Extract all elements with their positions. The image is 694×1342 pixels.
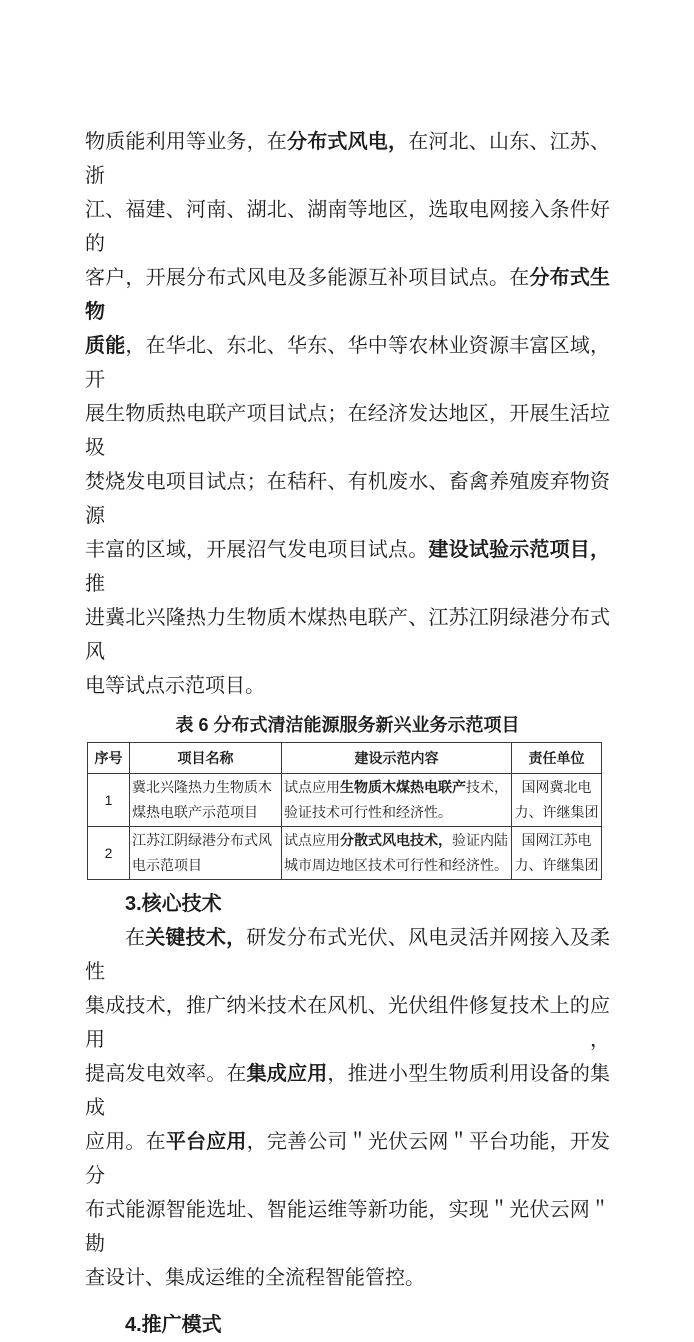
text-run: 查设计、集成运维的全流程智能管控。 bbox=[85, 1267, 425, 1289]
text-run: 推 bbox=[85, 573, 105, 595]
text-run: 客户，开展分布式风电及多能源互补项目试点。在 bbox=[85, 267, 530, 289]
cell-project-name: 江苏江阴绿港分布式风电示范项目 bbox=[130, 827, 282, 880]
text-run: 焚烧发电项目试点；在秸秆、有机废水、畜禽养殖废弃物资源 bbox=[85, 471, 610, 527]
text-run: 应用。在 bbox=[85, 1131, 166, 1153]
text-line bbox=[85, 921, 610, 989]
text-run: ，推进小型生物质利用设备的集成 bbox=[85, 1063, 611, 1119]
bold-text-run: 质能 bbox=[85, 335, 126, 357]
text-run: 研发分布式光伏、风电灵活并网接入及柔性 bbox=[85, 927, 611, 983]
text-line bbox=[85, 397, 610, 465]
text-run: 验证内陆城市周边地区技术可行性和经济性。 bbox=[284, 832, 508, 873]
cell-resp-unit: 国网冀北电力、许继集团 bbox=[512, 774, 602, 827]
text-line bbox=[85, 329, 610, 397]
text-line bbox=[85, 261, 610, 329]
bold-text-run: 平台应用 bbox=[165, 1131, 247, 1153]
table-row bbox=[88, 827, 602, 880]
column-header-unit: 责任单位 bbox=[512, 743, 602, 774]
demo-projects-table bbox=[87, 742, 602, 880]
text-line bbox=[85, 125, 610, 193]
text-line bbox=[85, 1193, 610, 1261]
text-run: 江、福建、河南、湖北、湖南等地区，选取电网接入条件好的 bbox=[85, 199, 610, 255]
text-line bbox=[85, 601, 610, 669]
cell-row-index: 1 bbox=[88, 774, 130, 827]
section-heading-promotion-model: 4.推广模式 bbox=[125, 1314, 222, 1336]
cell-row-index: 2 bbox=[88, 827, 130, 880]
table-header-row bbox=[88, 743, 602, 774]
cell-project-name: 冀北兴隆热力生物质木煤热电联产示范项目 bbox=[130, 774, 282, 827]
text-line bbox=[85, 465, 610, 533]
text-run: 丰富的区域，开展沼气发电项目试点。 bbox=[85, 539, 429, 561]
text-run: 试点应用 bbox=[284, 779, 340, 795]
bold-text-run: 建设试验示范项目， bbox=[428, 539, 611, 561]
text-run: 在河北、山东、江苏、浙 bbox=[85, 131, 611, 187]
column-header-index: 序号 bbox=[88, 743, 130, 774]
text-run: ，完善公司＂光伏云网＂平台功能，开发分 bbox=[85, 1131, 611, 1187]
bold-text-run: 生物质木煤热电联产 bbox=[340, 779, 466, 795]
text-line bbox=[85, 989, 610, 1057]
text-run: 技术，验证技术可行性和经济性。 bbox=[284, 779, 508, 820]
paragraph-core-technology bbox=[85, 921, 610, 1295]
column-header-name: 项目名称 bbox=[130, 743, 282, 774]
text-run: 电等试点示范项目。 bbox=[85, 675, 265, 697]
text-run: 集成技术，推广纳米技术在风机、光伏组件修复技术上的应用， bbox=[85, 995, 610, 1051]
table-row bbox=[88, 774, 602, 827]
bold-text-run: 分布式风电， bbox=[287, 131, 409, 153]
text-line bbox=[85, 669, 610, 703]
cell-demo-content bbox=[282, 774, 512, 827]
cell-demo-content bbox=[282, 827, 512, 880]
column-header-content: 建设示范内容 bbox=[282, 743, 512, 774]
text-line bbox=[85, 1057, 610, 1125]
text-run: 提高发电效率。在 bbox=[85, 1063, 247, 1085]
text-line bbox=[85, 1261, 610, 1295]
section-heading-core-technology: 3.核心技术 bbox=[125, 893, 222, 915]
text-run: 在 bbox=[125, 927, 146, 949]
text-run: 展生物质热电联产项目试点；在经济发达地区，开展生活垃圾 bbox=[85, 403, 610, 459]
table-caption: 表 6 分布式清洁能源服务新兴业务示范项目 bbox=[175, 715, 520, 735]
text-run: 物质能利用等业务，在 bbox=[85, 131, 287, 153]
text-run: 布式能源智能选址、智能运维等新功能，实现＂光伏云网＂勘 bbox=[85, 1199, 610, 1255]
cell-resp-unit: 国网江苏电力、许继集团 bbox=[512, 827, 602, 880]
text-run: 试点应用 bbox=[284, 832, 340, 848]
bold-text-run: 集成应用 bbox=[246, 1063, 328, 1085]
text-run: ，在华北、东北、华东、华中等农林业资源丰富区域，开 bbox=[85, 335, 611, 391]
text-line bbox=[85, 533, 610, 601]
text-line bbox=[85, 193, 610, 261]
bold-text-run: 分散式风电技术， bbox=[340, 832, 452, 848]
bold-text-run: 关键技术， bbox=[145, 927, 247, 949]
bold-text-run: 分布式生物 bbox=[85, 267, 611, 323]
text-line bbox=[85, 1125, 610, 1193]
paragraph-distributed-energy-pilots bbox=[85, 125, 610, 703]
text-run: 进冀北兴隆热力生物质木煤热电联产、江苏江阴绿港分布式风 bbox=[85, 607, 610, 663]
